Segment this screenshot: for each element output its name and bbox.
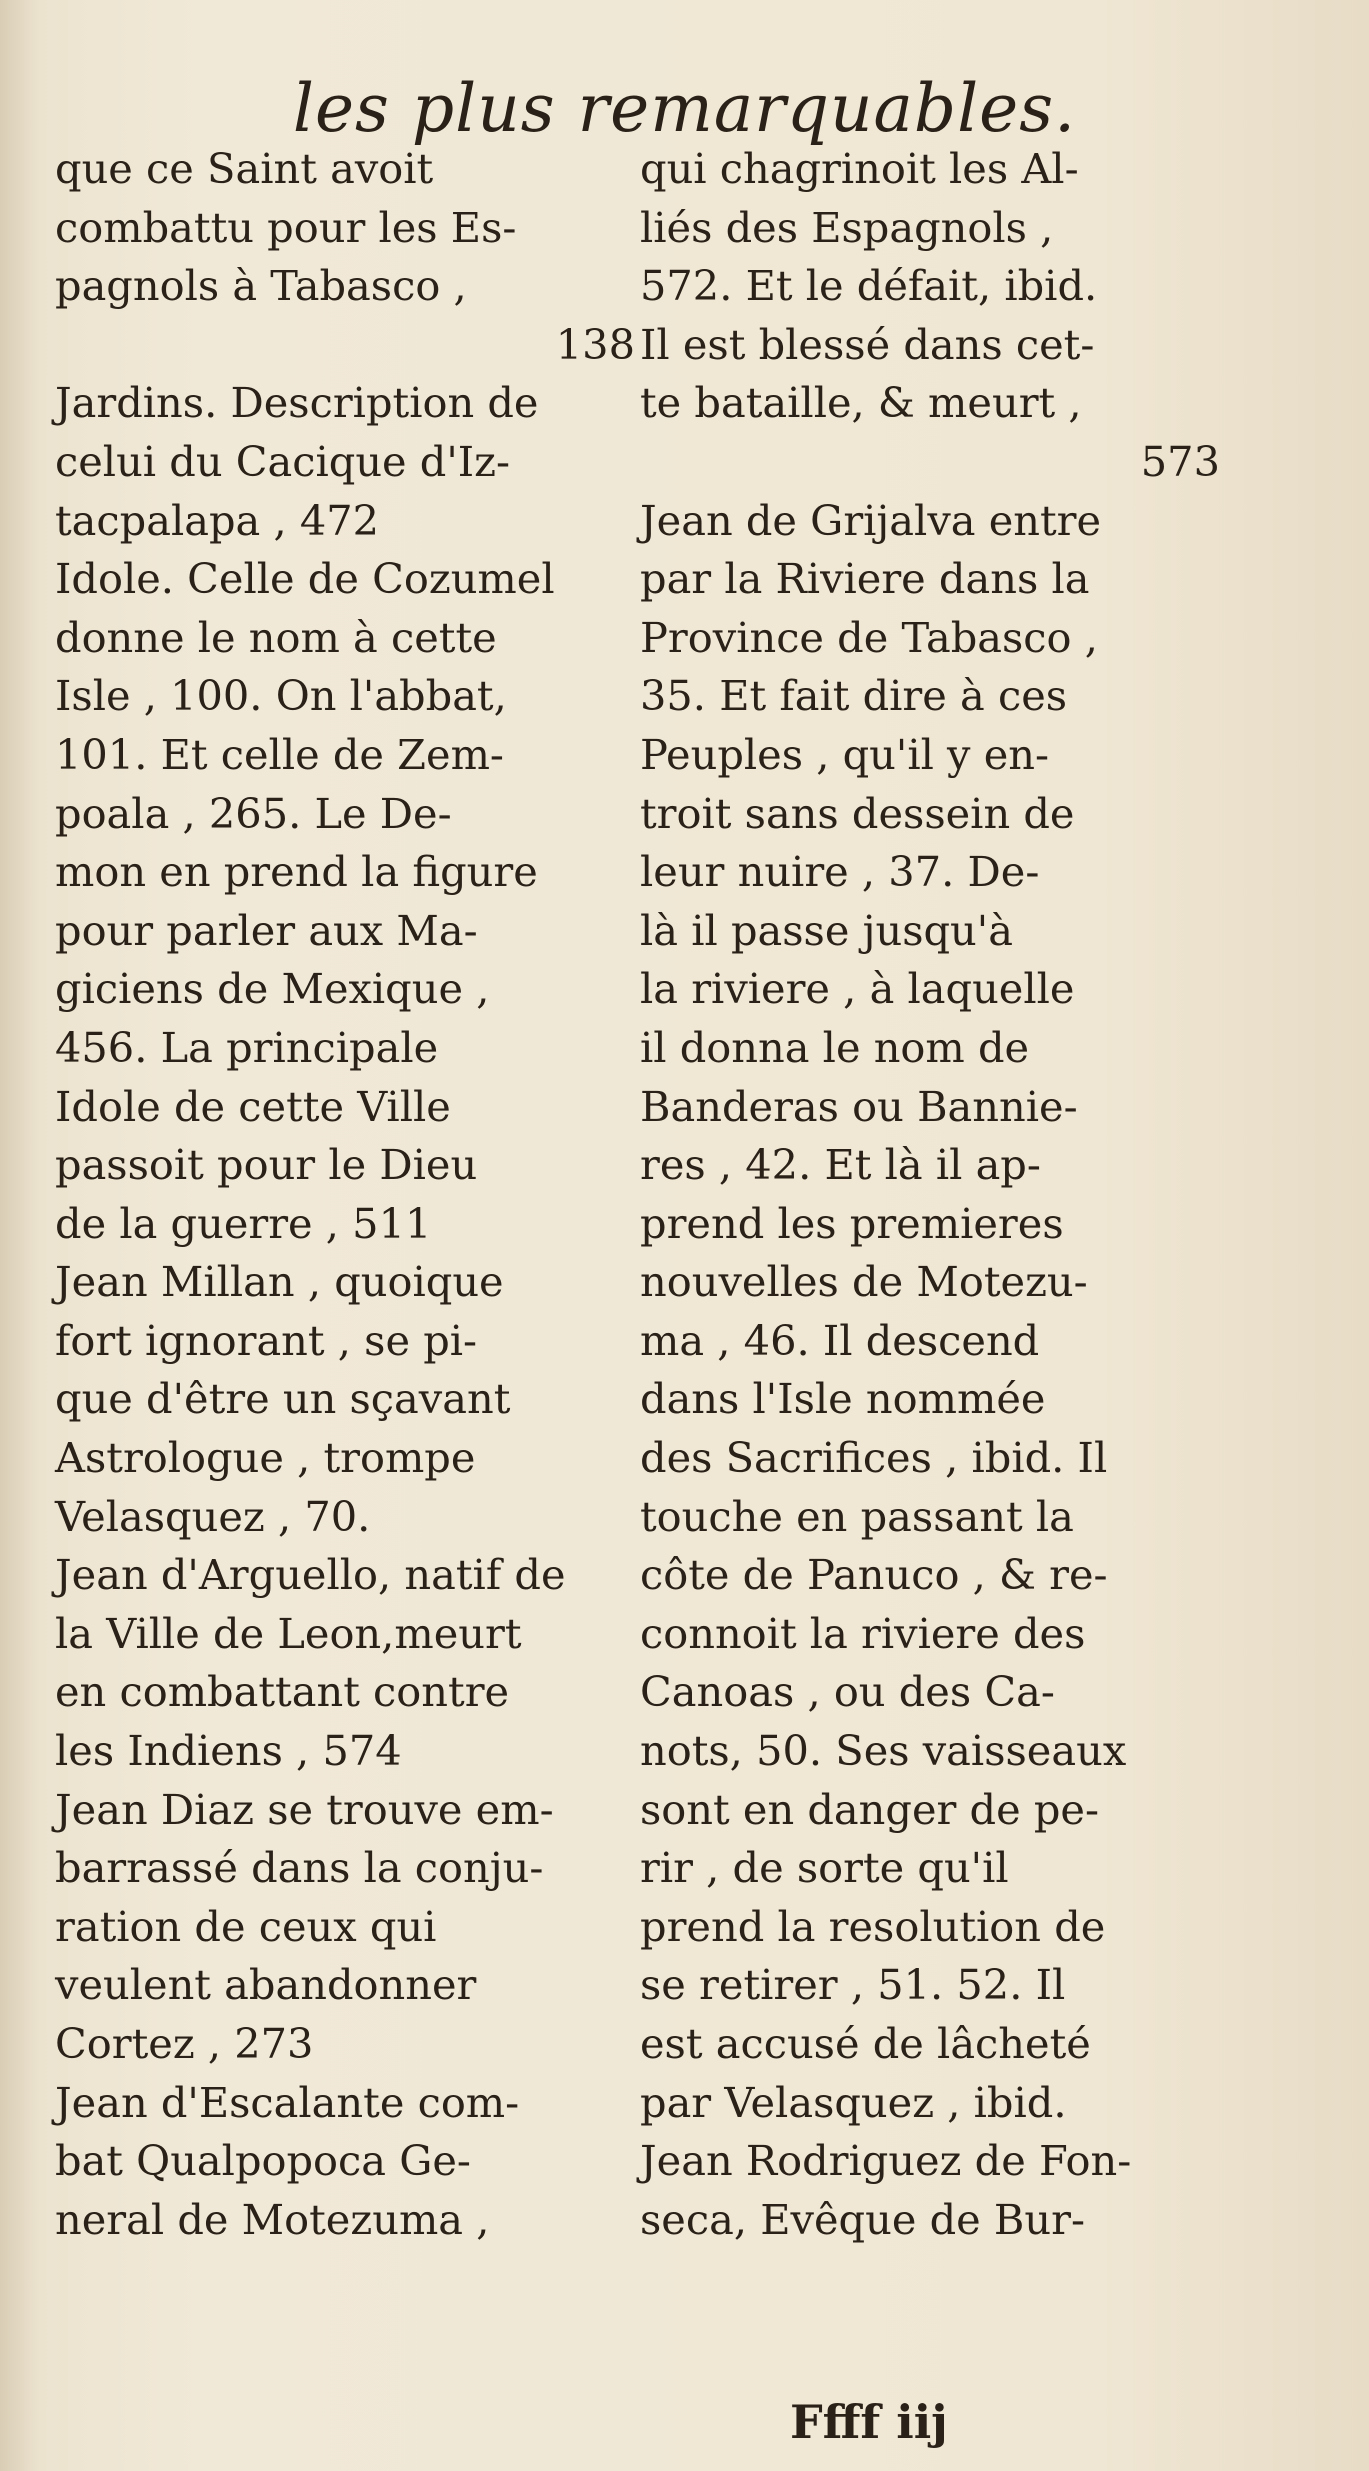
text-line: ration de ceux qui <box>55 1901 437 1951</box>
text-line: tacpalapa , 472 <box>55 495 380 545</box>
text-line: res , 42. Et là il ap- <box>640 1140 1041 1190</box>
text-line: rir , de sorte qu'il <box>640 1843 1009 1893</box>
index-entry <box>640 2132 1220 2249</box>
text-line: Peuples , qu'il y en- <box>640 729 1050 779</box>
page-ref: 138 <box>555 319 635 369</box>
text-line: de la guerre , 511 <box>55 1198 432 1248</box>
text-line: ma , 46. Il descend <box>640 1315 1040 1365</box>
text-line: Jean Rodriguez de Fon- <box>640 2136 1132 2186</box>
text-line: Il est blessé dans cet- <box>640 319 1095 369</box>
text-line: prend les premieres <box>640 1198 1064 1248</box>
text-line: Isle , 100. On l'abbat, <box>55 671 507 721</box>
text-line: Jean Millan , quoique <box>55 1257 504 1307</box>
text-line: passoit pour le Dieu <box>55 1140 478 1190</box>
text-line: Province de Tabasco , <box>640 612 1098 662</box>
index-entry <box>55 1253 635 1546</box>
text-line: sont en danger de pe- <box>640 1784 1100 1834</box>
text-line: la riviere , à laquelle <box>640 964 1075 1014</box>
text-line: fort ignorant , se pi- <box>55 1315 478 1365</box>
text-line: bat Qualpopoca Ge- <box>55 2136 471 2186</box>
text-line: nouvelles de Motezu- <box>640 1257 1088 1307</box>
text-line: Jean d'Escalante com- <box>55 2077 520 2127</box>
text-line: Astrologue , trompe <box>55 1433 476 1483</box>
text-line: veulent abandonner <box>55 1960 477 2010</box>
text-line: il donna le nom de <box>640 1022 1030 1072</box>
text-line: que d'être un sçavant <box>55 1374 511 1424</box>
text-line: Canoas , ou des Ca- <box>640 1667 1055 1717</box>
text-line: 101. Et celle de Zem- <box>55 729 504 779</box>
text-line: Jean d'Arguello, natif de <box>55 1550 566 1600</box>
text-line: leur nuire , 37. De- <box>640 847 1040 897</box>
text-line: pour parler aux Ma- <box>55 905 478 955</box>
text-line: par Velasquez , ibid. <box>640 2077 1067 2127</box>
text-line: Jean de Grijalva entre <box>640 495 1102 545</box>
index-entry <box>55 2074 635 2250</box>
text-line: neral de Motezuma , <box>55 2194 490 2244</box>
text-line: qui chagrinoit les Al- <box>640 144 1079 193</box>
text-line: les Indiens , 574 <box>55 1726 402 1776</box>
signature-mark: Ffff iij <box>790 2395 948 2449</box>
text-line: giciens de Mexique , <box>55 964 490 1014</box>
text-line: 35. Et fait dire à ces <box>640 671 1068 721</box>
text-line: dans l'Isle nommée <box>640 1374 1046 1424</box>
text-line: barrassé dans la conju- <box>55 1843 544 1893</box>
text-line: pagnols à Tabasco , <box>55 261 467 311</box>
text-line: par la Riviere dans la <box>640 554 1090 604</box>
text-line: combattu pour les Es- <box>55 202 517 252</box>
left-column <box>55 140 635 2249</box>
text-line: là il passe jusqu'à <box>640 905 1013 955</box>
index-entry <box>640 492 1220 2133</box>
text-line: se retirer , 51. 52. Il <box>640 1960 1066 2010</box>
text-line: Idole de cette Ville <box>55 1081 451 1131</box>
text-line: liés des Espagnols , <box>640 202 1054 252</box>
text-line: Banderas ou Bannie- <box>640 1081 1078 1131</box>
text-line: seca, Evêque de Bur- <box>640 2194 1085 2244</box>
running-head: les plus remarquables. <box>292 70 1077 147</box>
text-line: Jardins. Description de <box>55 378 539 428</box>
text-line: côte de Panuco , & re- <box>640 1550 1108 1600</box>
text-line: connoit la riviere des <box>640 1608 1086 1658</box>
text-line: Velasquez , 70. <box>55 1491 371 1541</box>
text-line: celui du Cacique d'Iz- <box>55 436 511 486</box>
index-entry <box>55 550 635 1253</box>
text-line: touche en passant la <box>640 1491 1074 1541</box>
index-entry <box>55 1546 635 1780</box>
text-line: te bataille, & meurt , <box>640 378 1082 428</box>
text-line: donne le nom à cette <box>55 612 497 662</box>
text-line: des Sacrifices , ibid. Il <box>640 1433 1108 1483</box>
index-entry <box>640 140 1220 492</box>
text-line: est accusé de lâcheté <box>640 2019 1091 2068</box>
text-line: la Ville de Leon,meurt <box>55 1608 522 1658</box>
text-line: que ce Saint avoit <box>55 144 434 193</box>
text-line: Jean Diaz se trouve em- <box>55 1784 554 1834</box>
index-entry <box>55 140 635 374</box>
page-ref: 573 <box>1140 436 1220 486</box>
text-line: Idole. Celle de Cozumel <box>55 554 555 604</box>
text-line: troit sans dessein de <box>640 788 1075 838</box>
text-line: Cortez , 273 <box>55 2019 314 2068</box>
text-line: 572. Et le défait, ibid. <box>640 261 1098 311</box>
text-line: poala , 265. Le De- <box>55 788 452 838</box>
text-line: nots, 50. Ses vaisseaux <box>640 1726 1127 1776</box>
text-line: 456. La principale <box>55 1022 439 1072</box>
text-line: mon en prend la figure <box>55 847 538 897</box>
index-entry <box>55 374 635 550</box>
text-line: en combattant contre <box>55 1667 510 1717</box>
right-column <box>640 140 1220 2249</box>
index-entry <box>55 1781 635 2074</box>
text-line: prend la resolution de <box>640 1901 1106 1951</box>
